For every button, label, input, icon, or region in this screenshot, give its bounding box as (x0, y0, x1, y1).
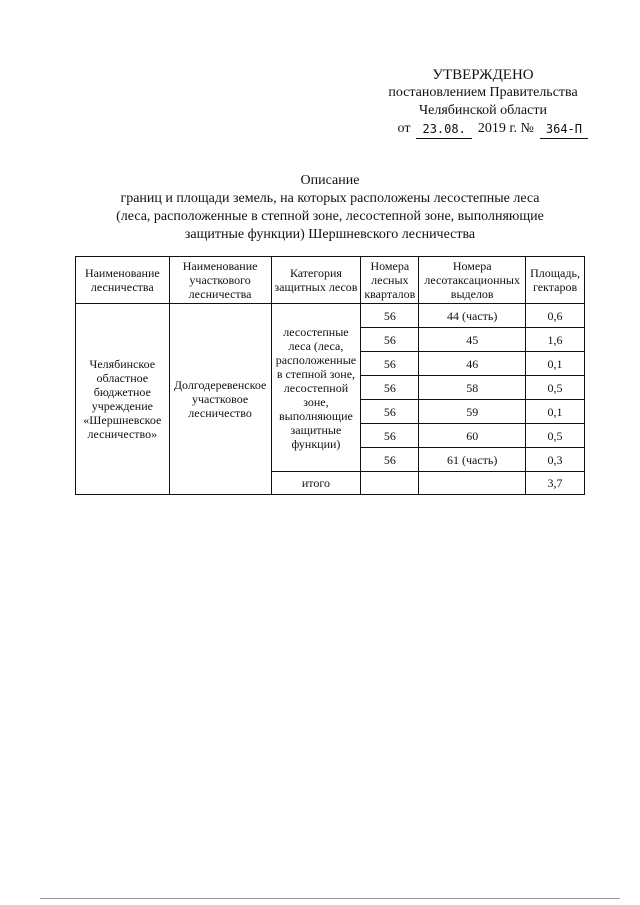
header-cell: Номера лесотаксационных выделов (419, 257, 526, 304)
quarter-cell: 56 (361, 376, 419, 400)
plot-cell: 58 (419, 376, 526, 400)
page-bottom-rule (40, 898, 620, 899)
quarter-cell: 56 (361, 352, 419, 376)
table-header-row (76, 257, 585, 304)
area-cell: 0,5 (526, 376, 585, 400)
table-row (76, 304, 585, 328)
plot-cell: 61 (часть) (419, 448, 526, 472)
district-name-cell: Долгодеревенское участковое лесничество (169, 304, 271, 495)
area-cell: 0,1 (526, 400, 585, 424)
empty-cell (361, 472, 419, 495)
title-line: (леса, расположенные в степной зоне, лесостепной зоне, выполняющие (116, 209, 544, 224)
from-label: от (397, 121, 411, 136)
header-cell: Номера лесных кварталов (361, 257, 419, 304)
approval-number: 364-П (540, 120, 588, 139)
quarter-cell: 56 (361, 448, 419, 472)
forestry-name-cell: Челябинское областное бюджетное учреждение «Шершневское лесничество» (76, 304, 170, 495)
header-cell: Категория защитных лесов (271, 257, 361, 304)
area-cell: 0,5 (526, 424, 585, 448)
empty-cell (419, 472, 526, 495)
plot-cell: 44 (часть) (419, 304, 526, 328)
total-area-cell: 3,7 (526, 472, 585, 495)
title-line: границ и площади земель, на которых расположены лесостепные леса (120, 191, 540, 206)
title-line: защитные функции) Шершневского лесничества (184, 227, 476, 242)
approval-block (378, 66, 588, 139)
quarter-cell: 56 (361, 424, 419, 448)
forest-table (75, 256, 585, 495)
area-cell: 0,1 (526, 352, 585, 376)
category-cell: лесостепные леса (леса, расположенные в степной зоне, лесостепной зоне, выполняющие защитные функции) (271, 304, 361, 472)
quarter-cell: 56 (361, 400, 419, 424)
quarter-cell: 56 (361, 304, 419, 328)
approval-date-line (378, 120, 588, 139)
approval-line: Челябинской области (419, 103, 547, 118)
plot-cell: 45 (419, 328, 526, 352)
approval-heading: УТВЕРЖДЕНО (432, 67, 534, 83)
total-label-cell: итого (271, 472, 361, 495)
approval-date: 23.08. (416, 120, 471, 139)
area-cell: 0,6 (526, 304, 585, 328)
year-label: 2019 г. № (477, 121, 534, 136)
title-line: Описание (300, 173, 360, 188)
header-cell: Наименование участкового лесничества (169, 257, 271, 304)
area-cell: 1,6 (526, 328, 585, 352)
plot-cell: 46 (419, 352, 526, 376)
document-title (75, 172, 585, 244)
quarter-cell: 56 (361, 328, 419, 352)
plot-cell: 59 (419, 400, 526, 424)
header-cell: Наименование лесничества (76, 257, 170, 304)
approval-line: постановлением Правительства (388, 85, 578, 100)
plot-cell: 60 (419, 424, 526, 448)
area-cell: 0,3 (526, 448, 585, 472)
header-cell: Площадь, гектаров (526, 257, 585, 304)
